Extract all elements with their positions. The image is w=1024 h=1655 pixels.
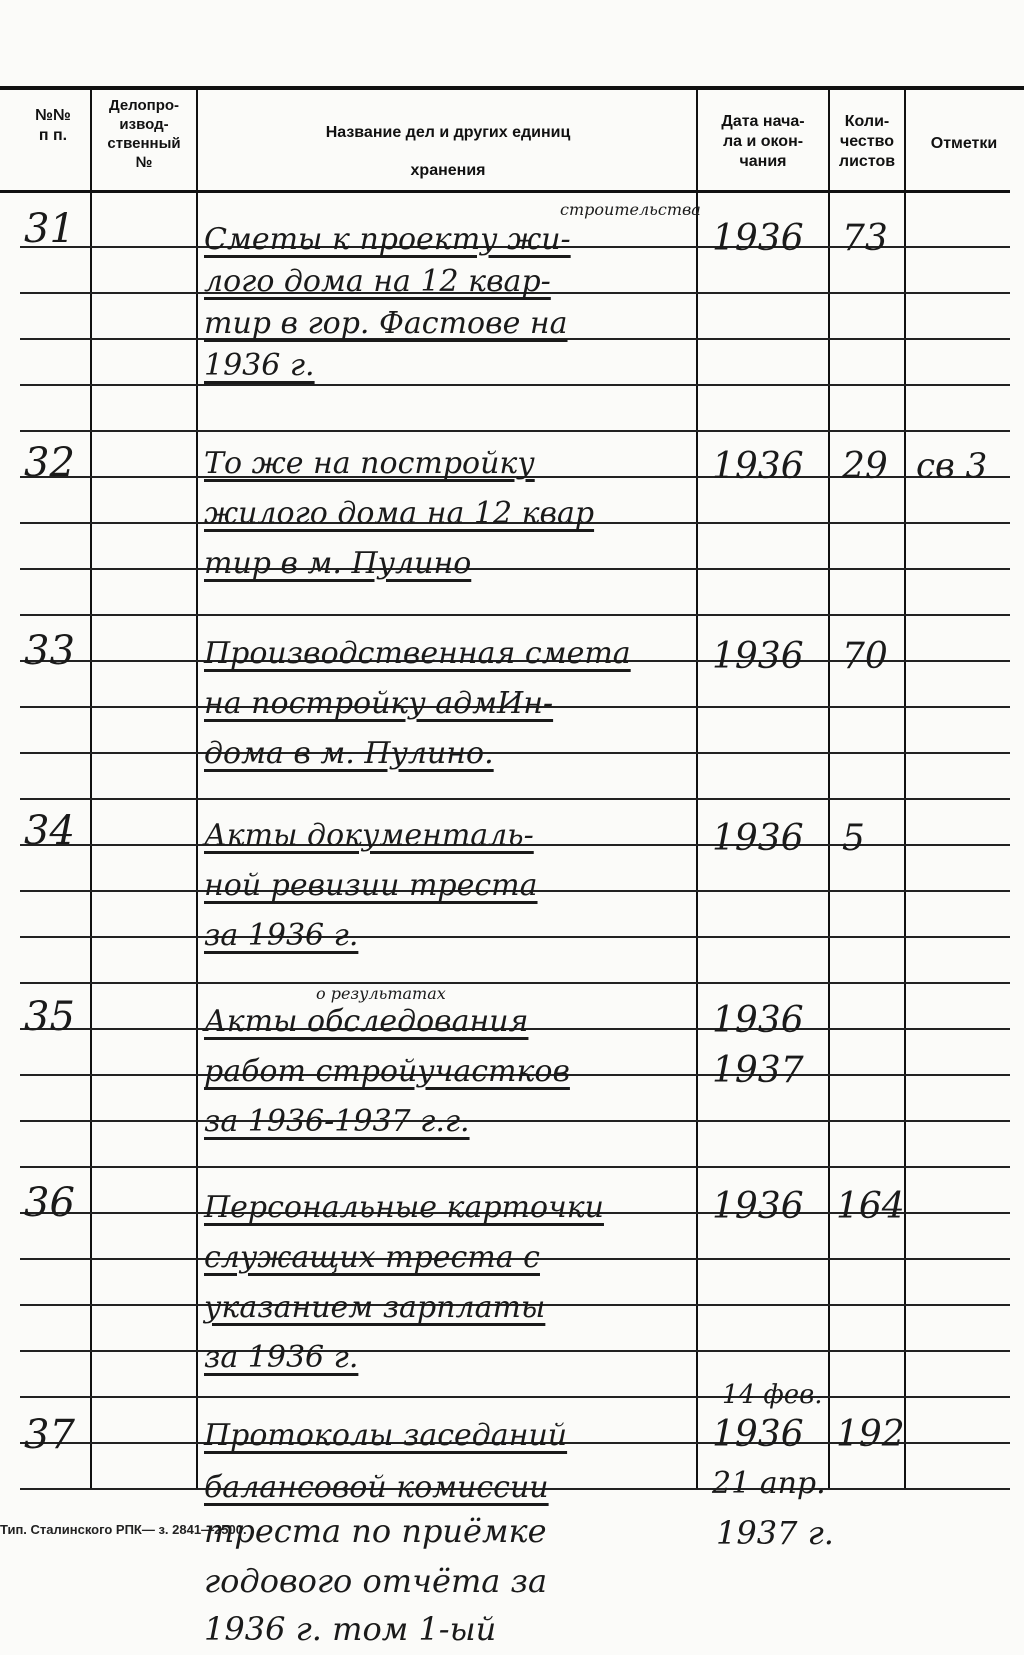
printer-imprint: Тип. Сталинского РПК— з. 2841—2500. — [0, 1522, 247, 1537]
row-date: 1936 — [712, 818, 804, 859]
header-office-number: Делопро- извод- ственный № — [107, 97, 181, 171]
row-number: 36 — [24, 1180, 75, 1226]
row-insert-note: строительства — [560, 200, 701, 219]
row-title-line: Акты документаль- — [204, 818, 534, 853]
ruled-line — [20, 982, 1010, 984]
row-number: 37 — [24, 1412, 75, 1458]
row-number: 33 — [24, 628, 75, 674]
ruled-line — [20, 614, 1010, 616]
ruled-line — [20, 430, 1010, 432]
ruled-line — [20, 1350, 1010, 1352]
row-title-line: Акты обследования — [204, 1004, 529, 1039]
row-title-line: 1936 г. — [204, 348, 315, 383]
column-divider — [904, 90, 906, 1490]
header-bottom-rule — [0, 190, 1010, 193]
ruled-line — [20, 568, 1010, 570]
column-divider — [90, 90, 92, 1490]
row-sheet-count: 5 — [842, 818, 865, 859]
ruled-line — [20, 384, 1010, 386]
row-title-line: за 1936 г. — [204, 1340, 359, 1375]
row-sheet-count: 70 — [842, 636, 888, 677]
ruled-line — [20, 1120, 1010, 1122]
row-title-line: Персональные карточки — [204, 1190, 604, 1225]
row-title-line: лого дома на 12 квар- — [204, 264, 551, 299]
row-title-line: Производственная смета — [204, 636, 631, 671]
ruled-line — [20, 1396, 1010, 1398]
ruled-line — [20, 936, 1010, 938]
row-title-line: за 1936-1937 г.г. — [204, 1104, 470, 1139]
row-date: 1936 — [712, 636, 804, 677]
ruled-line — [20, 798, 1010, 800]
table-top-rule — [0, 86, 1024, 90]
header-num: №№ п п. — [35, 107, 71, 144]
row-date: 1936 — [712, 1414, 804, 1455]
row-sheet-count: 29 — [842, 446, 888, 487]
column-divider — [196, 90, 198, 1490]
row-title-line: тир в м. Пулино — [204, 546, 472, 581]
row-title-line: дома в м. Пулино. — [204, 736, 494, 771]
row-title-line: Сметы к проекту жи- — [204, 222, 571, 257]
row-title-line: за 1936 г. — [204, 918, 359, 953]
overflow-title-line: треста по приёмке — [204, 1512, 547, 1550]
row-title-line: на постройку адмИн- — [204, 686, 554, 721]
row-sheet-count: 73 — [842, 218, 888, 259]
row-date: 1937 — [712, 1050, 804, 1091]
overflow-title-line: годового отчёта за — [204, 1562, 548, 1600]
row-title-line: Протоколы заседаний — [204, 1418, 568, 1453]
row-number: 35 — [24, 994, 75, 1040]
row-date: 1936 — [712, 218, 804, 259]
row-title-line: балансовой комиссии — [204, 1470, 549, 1505]
row-sheet-count: 192 — [836, 1414, 905, 1455]
ruled-line — [20, 752, 1010, 754]
row-title-line: жилого дома на 12 квар — [204, 496, 595, 531]
row-title-line: указанием зарплаты — [204, 1290, 546, 1325]
row-title-line: тир в гор. Фастове на — [204, 306, 568, 341]
row-note-mark: св 3 — [916, 446, 988, 486]
row-title-line: работ стройучастков — [204, 1054, 570, 1089]
header-notes: Отметки — [930, 135, 998, 152]
row-number: 34 — [24, 808, 75, 854]
row-date: 1936 — [712, 446, 804, 487]
column-divider — [828, 90, 830, 1490]
header-title: Название дел и других единиц хранения — [325, 124, 571, 179]
overflow-title-line: 1936 г. том 1-ый — [204, 1610, 497, 1648]
row-number: 31 — [24, 206, 75, 252]
row-title-line: ной ревизии треста — [204, 868, 538, 903]
header-sheet-count: Коли- чество листов — [838, 113, 896, 170]
row-insert-note: о результатах — [316, 984, 446, 1003]
row-title-line: То же на постройку — [204, 446, 535, 481]
row-date: 21 апр. — [712, 1466, 826, 1501]
overflow-date-end: 1937 г. — [716, 1514, 834, 1552]
row-date: 1936 — [712, 1186, 804, 1227]
column-divider — [696, 90, 698, 1490]
row-number: 32 — [24, 440, 75, 486]
ruled-line — [20, 1166, 1010, 1168]
row-sheet-count: 164 — [836, 1186, 905, 1227]
header-dates: Дата нача- ла и окон- чания — [721, 113, 805, 170]
row-title-line: служащих треста с — [204, 1240, 540, 1275]
row-date: 14 фев. — [722, 1380, 823, 1410]
row-date: 1936 — [712, 1000, 804, 1041]
